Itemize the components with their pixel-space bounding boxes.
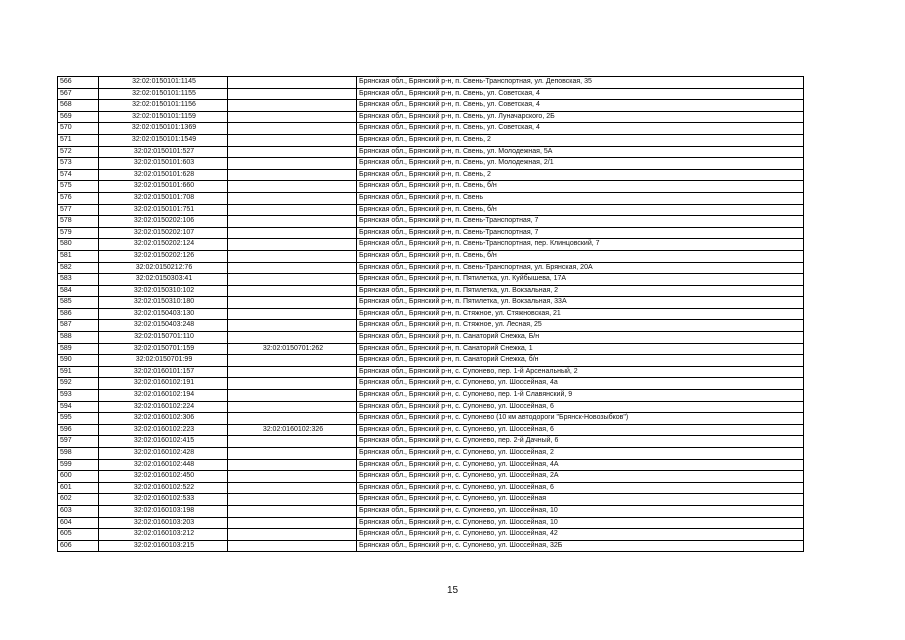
row-number-cell: 574 [58, 169, 99, 181]
row-number-cell: 566 [58, 77, 99, 89]
parent-cadastral-number-cell [228, 413, 357, 425]
parent-cadastral-number-cell [228, 448, 357, 460]
cadastral-number-cell: 32:02:0160102:415 [99, 436, 228, 448]
address-cell: Брянская обл., Брянский р-н, с. Супонево, ул. Шоссейная, 6 [357, 482, 804, 494]
table-row [58, 227, 804, 239]
table-row [58, 262, 804, 274]
table-row [58, 77, 804, 89]
cadastral-number-cell: 32:02:0150101:708 [99, 192, 228, 204]
address-cell: Брянская обл., Брянский р-н, п. Свень, ул. Молодежная, 5А [357, 146, 804, 158]
cadastral-number-cell: 32:02:0150101:603 [99, 158, 228, 170]
row-number-cell: 589 [58, 343, 99, 355]
cadastral-number-cell: 32:02:0150101:628 [99, 169, 228, 181]
address-cell: Брянская обл., Брянский р-н, п. Свень, 2 [357, 134, 804, 146]
address-cell: Брянская обл., Брянский р-н, с. Супонево, ул. Шоссейная, 42 [357, 529, 804, 541]
cadastral-number-cell: 32:02:0150101:751 [99, 204, 228, 216]
address-cell: Брянская обл., Брянский р-н, с. Супонево, пер. 2-й Дачный, 6 [357, 436, 804, 448]
table-row [58, 192, 804, 204]
address-cell: Брянская обл., Брянский р-н, с. Супонево (10 км автодороги "Брянск-Новозыбков") [357, 413, 804, 425]
parent-cadastral-number-cell: 32:02:0150701:262 [228, 343, 357, 355]
table-row [58, 320, 804, 332]
parent-cadastral-number-cell [228, 134, 357, 146]
cadastral-number-cell: 32:02:0160102:191 [99, 378, 228, 390]
address-cell: Брянская обл., Брянский р-н, п. Пятилетка, ул. Куйбышева, 17А [357, 274, 804, 286]
cadastral-registry-table [57, 76, 804, 552]
row-number-cell: 582 [58, 262, 99, 274]
parent-cadastral-number-cell [228, 100, 357, 112]
parent-cadastral-number-cell [228, 111, 357, 123]
table-row [58, 378, 804, 390]
cadastral-number-cell: 32:02:0150310:180 [99, 297, 228, 309]
row-number-cell: 583 [58, 274, 99, 286]
row-number-cell: 587 [58, 320, 99, 332]
row-number-cell: 573 [58, 158, 99, 170]
cadastral-number-cell: 32:02:0160102:533 [99, 494, 228, 506]
address-cell: Брянская обл., Брянский р-н, п. Свень, ул. Советская, 4 [357, 123, 804, 135]
table-row [58, 355, 804, 367]
table-row [58, 146, 804, 158]
row-number-cell: 584 [58, 285, 99, 297]
parent-cadastral-number-cell [228, 378, 357, 390]
parent-cadastral-number-cell [228, 158, 357, 170]
row-number-cell: 588 [58, 332, 99, 344]
parent-cadastral-number-cell: 32:02:0160102:326 [228, 424, 357, 436]
parent-cadastral-number-cell [228, 146, 357, 158]
table-row [58, 343, 804, 355]
cadastral-number-cell: 32:02:0160102:224 [99, 401, 228, 413]
address-cell: Брянская обл., Брянский р-н, с. Супонево, ул. Шоссейная, 10 [357, 517, 804, 529]
cadastral-number-cell: 32:02:0160102:428 [99, 448, 228, 460]
table-row [58, 123, 804, 135]
parent-cadastral-number-cell [228, 471, 357, 483]
cadastral-number-cell: 32:02:0150701:99 [99, 355, 228, 367]
row-number-cell: 595 [58, 413, 99, 425]
table-row [58, 169, 804, 181]
address-cell: Брянская обл., Брянский р-н, п. Свень, б/н [357, 250, 804, 262]
row-number-cell: 602 [58, 494, 99, 506]
row-number-cell: 591 [58, 366, 99, 378]
row-number-cell: 604 [58, 517, 99, 529]
row-number-cell: 570 [58, 123, 99, 135]
address-cell: Брянская обл., Брянский р-н, с. Супонево, пер. 1-й Славянский, 9 [357, 390, 804, 402]
address-cell: Брянская обл., Брянский р-н, с. Супонево, ул. Шоссейная, 4А [357, 459, 804, 471]
cadastral-number-cell: 32:02:0160102:223 [99, 424, 228, 436]
address-cell: Брянская обл., Брянский р-н, п. Свень-Транспортная, пер. Клинцовский, 7 [357, 239, 804, 251]
row-number-cell: 580 [58, 239, 99, 251]
row-number-cell: 569 [58, 111, 99, 123]
parent-cadastral-number-cell [228, 390, 357, 402]
address-cell: Брянская обл., Брянский р-н, п. Свень-Транспортная, ул. Брянская, 20А [357, 262, 804, 274]
address-cell: Брянская обл., Брянский р-н, с. Супонево, ул. Шоссейная, 10 [357, 505, 804, 517]
cadastral-number-cell: 32:02:0150101:1156 [99, 100, 228, 112]
parent-cadastral-number-cell [228, 169, 357, 181]
cadastral-number-cell: 32:02:0150101:1369 [99, 123, 228, 135]
row-number-cell: 603 [58, 505, 99, 517]
address-cell: Брянская обл., Брянский р-н, п. Свень [357, 192, 804, 204]
cadastral-number-cell: 32:02:0150101:1549 [99, 134, 228, 146]
table-row [58, 134, 804, 146]
parent-cadastral-number-cell [228, 204, 357, 216]
address-cell: Брянская обл., Брянский р-н, п. Свень, б/н [357, 181, 804, 193]
address-cell: Брянская обл., Брянский р-н, с. Супонево, пер. 1-й Арсенальный, 2 [357, 366, 804, 378]
row-number-cell: 571 [58, 134, 99, 146]
table-row [58, 413, 804, 425]
parent-cadastral-number-cell [228, 517, 357, 529]
address-cell: Брянская обл., Брянский р-н, п. Пятилетка, ул. Вокзальная, 2 [357, 285, 804, 297]
row-number-cell: 590 [58, 355, 99, 367]
address-cell: Брянская обл., Брянский р-н, п. Санаторий Снежка, Б/н [357, 332, 804, 344]
parent-cadastral-number-cell [228, 239, 357, 251]
cadastral-number-cell: 32:02:0150101:660 [99, 181, 228, 193]
row-number-cell: 594 [58, 401, 99, 413]
cadastral-number-cell: 32:02:0160102:306 [99, 413, 228, 425]
row-number-cell: 593 [58, 390, 99, 402]
parent-cadastral-number-cell [228, 366, 357, 378]
address-cell: Брянская обл., Брянский р-н, с. Супонево, ул. Шоссейная, 2А [357, 471, 804, 483]
table-row [58, 100, 804, 112]
parent-cadastral-number-cell [228, 459, 357, 471]
parent-cadastral-number-cell [228, 436, 357, 448]
parent-cadastral-number-cell [228, 192, 357, 204]
row-number-cell: 576 [58, 192, 99, 204]
table-row [58, 401, 804, 413]
address-cell: Брянская обл., Брянский р-н, с. Супонево, ул. Шоссейная, 2 [357, 448, 804, 460]
table-row [58, 482, 804, 494]
parent-cadastral-number-cell [228, 401, 357, 413]
parent-cadastral-number-cell [228, 355, 357, 367]
cadastral-number-cell: 32:02:0150701:110 [99, 332, 228, 344]
parent-cadastral-number-cell [228, 494, 357, 506]
cadastral-number-cell: 32:02:0150212:76 [99, 262, 228, 274]
table-row [58, 540, 804, 552]
parent-cadastral-number-cell [228, 285, 357, 297]
address-cell: Брянская обл., Брянский р-н, п. Свень, ул. Молодежная, 2/1 [357, 158, 804, 170]
row-number-cell: 600 [58, 471, 99, 483]
registry-table-body [58, 77, 804, 552]
table-row [58, 111, 804, 123]
parent-cadastral-number-cell [228, 88, 357, 100]
cadastral-number-cell: 32:02:0150101:1145 [99, 77, 228, 89]
row-number-cell: 586 [58, 308, 99, 320]
address-cell: Брянская обл., Брянский р-н, п. Пятилетка, ул. Вокзальная, 33А [357, 297, 804, 309]
parent-cadastral-number-cell [228, 181, 357, 193]
row-number-cell: 592 [58, 378, 99, 390]
row-number-cell: 567 [58, 88, 99, 100]
table-row [58, 216, 804, 228]
row-number-cell: 596 [58, 424, 99, 436]
parent-cadastral-number-cell [228, 227, 357, 239]
address-cell: Брянская обл., Брянский р-н, с. Супонево, ул. Шоссейная, 6 [357, 401, 804, 413]
cadastral-number-cell: 32:02:0150202:126 [99, 250, 228, 262]
cadastral-number-cell: 32:02:0160102:194 [99, 390, 228, 402]
table-row [58, 448, 804, 460]
address-cell: Брянская обл., Брянский р-н, п. Свень, б/н [357, 204, 804, 216]
row-number-cell: 598 [58, 448, 99, 460]
row-number-cell: 581 [58, 250, 99, 262]
cadastral-number-cell: 32:02:0150310:102 [99, 285, 228, 297]
cadastral-number-cell: 32:02:0150403:248 [99, 320, 228, 332]
cadastral-number-cell: 32:02:0150101:1155 [99, 88, 228, 100]
table-row [58, 529, 804, 541]
address-cell: Брянская обл., Брянский р-н, п. Санаторий Снежка, 1 [357, 343, 804, 355]
table-row [58, 459, 804, 471]
cadastral-number-cell: 32:02:0160103:198 [99, 505, 228, 517]
page-number: 15 [446, 585, 459, 596]
address-cell: Брянская обл., Брянский р-н, п. Свень, ул. Луначарского, 2Б [357, 111, 804, 123]
table-row [58, 297, 804, 309]
address-cell: Брянская обл., Брянский р-н, п. Свень, ул. Советская, 4 [357, 100, 804, 112]
address-cell: Брянская обл., Брянский р-н, п. Свень, ул. Советская, 4 [357, 88, 804, 100]
cadastral-number-cell: 32:02:0150202:107 [99, 227, 228, 239]
row-number-cell: 585 [58, 297, 99, 309]
row-number-cell: 575 [58, 181, 99, 193]
address-cell: Брянская обл., Брянский р-н, с. Супонево, ул. Шоссейная [357, 494, 804, 506]
row-number-cell: 577 [58, 204, 99, 216]
address-cell: Брянская обл., Брянский р-н, п. Свень-Транспортная, 7 [357, 216, 804, 228]
table-row [58, 88, 804, 100]
address-cell: Брянская обл., Брянский р-н, с. Супонево, ул. Шоссейная, 32Б [357, 540, 804, 552]
address-cell: Брянская обл., Брянский р-н, с. Супонево, ул. Шоссейная, 6 [357, 424, 804, 436]
cadastral-number-cell: 32:02:0160102:448 [99, 459, 228, 471]
table-row [58, 390, 804, 402]
cadastral-number-cell: 32:02:0160103:215 [99, 540, 228, 552]
cadastral-number-cell: 32:02:0150202:124 [99, 239, 228, 251]
cadastral-number-cell: 32:02:0160103:203 [99, 517, 228, 529]
cadastral-number-cell: 32:02:0150303:41 [99, 274, 228, 286]
row-number-cell: 572 [58, 146, 99, 158]
table-row [58, 424, 804, 436]
table-row [58, 308, 804, 320]
table-row [58, 181, 804, 193]
parent-cadastral-number-cell [228, 529, 357, 541]
table-row [58, 436, 804, 448]
table-row [58, 505, 804, 517]
parent-cadastral-number-cell [228, 262, 357, 274]
parent-cadastral-number-cell [228, 274, 357, 286]
table-row [58, 366, 804, 378]
address-cell: Брянская обл., Брянский р-н, п. Стяжное, ул. Стяжновская, 21 [357, 308, 804, 320]
table-row [58, 471, 804, 483]
address-cell: Брянская обл., Брянский р-н, с. Супонево, ул. Шоссейная, 4а [357, 378, 804, 390]
cadastral-number-cell: 32:02:0150101:527 [99, 146, 228, 158]
table-row [58, 517, 804, 529]
table-row [58, 204, 804, 216]
row-number-cell: 599 [58, 459, 99, 471]
row-number-cell: 605 [58, 529, 99, 541]
parent-cadastral-number-cell [228, 505, 357, 517]
parent-cadastral-number-cell [228, 320, 357, 332]
parent-cadastral-number-cell [228, 77, 357, 89]
table-row [58, 239, 804, 251]
row-number-cell: 606 [58, 540, 99, 552]
parent-cadastral-number-cell [228, 482, 357, 494]
cadastral-number-cell: 32:02:0160102:522 [99, 482, 228, 494]
row-number-cell: 579 [58, 227, 99, 239]
parent-cadastral-number-cell [228, 308, 357, 320]
parent-cadastral-number-cell [228, 540, 357, 552]
row-number-cell: 597 [58, 436, 99, 448]
address-cell: Брянская обл., Брянский р-н, п. Стяжное, ул. Лесная, 25 [357, 320, 804, 332]
address-cell: Брянская обл., Брянский р-н, п. Санаторий Снежка, б/н [357, 355, 804, 367]
row-number-cell: 568 [58, 100, 99, 112]
parent-cadastral-number-cell [228, 332, 357, 344]
table-row [58, 158, 804, 170]
row-number-cell: 601 [58, 482, 99, 494]
table-row [58, 250, 804, 262]
row-number-cell: 578 [58, 216, 99, 228]
cadastral-number-cell: 32:02:0160102:450 [99, 471, 228, 483]
parent-cadastral-number-cell [228, 123, 357, 135]
table-row [58, 332, 804, 344]
address-cell: Брянская обл., Брянский р-н, п. Свень-Транспортная, ул. Деповская, 35 [357, 77, 804, 89]
cadastral-number-cell: 32:02:0160103:212 [99, 529, 228, 541]
parent-cadastral-number-cell [228, 297, 357, 309]
parent-cadastral-number-cell [228, 250, 357, 262]
cadastral-number-cell: 32:02:0150101:1159 [99, 111, 228, 123]
table-row [58, 274, 804, 286]
parent-cadastral-number-cell [228, 216, 357, 228]
cadastral-number-cell: 32:02:0150403:130 [99, 308, 228, 320]
cadastral-number-cell: 32:02:0150202:106 [99, 216, 228, 228]
cadastral-number-cell: 32:02:0150701:159 [99, 343, 228, 355]
table-row [58, 285, 804, 297]
address-cell: Брянская обл., Брянский р-н, п. Свень-Транспортная, 7 [357, 227, 804, 239]
address-cell: Брянская обл., Брянский р-н, п. Свень, 2 [357, 169, 804, 181]
table-row [58, 494, 804, 506]
cadastral-number-cell: 32:02:0160101:157 [99, 366, 228, 378]
